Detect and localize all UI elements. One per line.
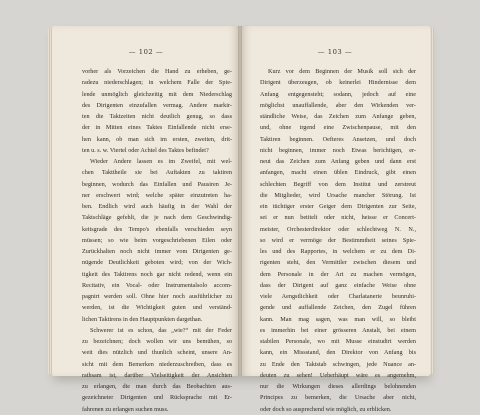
- text-line: Principes zu bemerken, die Ursache aber nicht,: [260, 394, 416, 402]
- text-line: der in Mitten eines Taktes Einfallende nicht erse-: [82, 124, 232, 132]
- text-line: sicht mit dem Bemerken niederzuschreiben, dass es: [82, 360, 232, 368]
- text-line: die Mitglieder, wird Ursache mancher Störung. Ist: [260, 191, 416, 199]
- right-page-number: — 103 —: [317, 48, 353, 56]
- text-line: keitsgrade des Tempo's ebenfalls verschieden seyn: [82, 225, 232, 233]
- text-line: schlechten Begriff von dem Institut und zerstreut: [260, 180, 416, 188]
- text-line: kann, ein Missstand, den Direktor von Anfang bis: [260, 349, 416, 357]
- text-line: sei er nun betitelt oder nicht, heisse er Concert-: [260, 214, 416, 222]
- text-line: fahrenen zu erlangen suchen muss.: [82, 405, 169, 413]
- text-line: Taktiren beginnen. Oefteres Ansetzen, und doch: [260, 135, 416, 143]
- text-line: dass der Dirigent auf ganz einfache Weise ohne: [260, 281, 416, 289]
- text-line: gezeichneter Dirigenten und Rücksprache mit Er-: [82, 394, 232, 402]
- text-line: ben. Endlich wird auch häufig in der Wahl der: [82, 203, 232, 210]
- text-line: ein tüchtiger erster Geiger dem Dirigenten zur Seite,: [260, 203, 416, 210]
- right-page-text: [260, 66, 416, 415]
- text-line: deuten zu sehen! Ueberhäupt wäre es angemehm,: [260, 371, 416, 379]
- text-line: Wieder Andere lassen es im Zweifel, mit wel-: [90, 158, 232, 165]
- text-line: chen Takttheile sie bei Auftakten zu taktiren: [82, 169, 232, 177]
- text-line: lichen Taktirens in den Hauptpunkten dargethan.: [82, 315, 203, 323]
- book-gutter: [238, 26, 242, 376]
- text-line: so wird er vermöge der Bestimmtheit seines Spie-: [260, 236, 416, 244]
- text-line: ner erschwert wird; welche später einzutreten ha-: [82, 191, 232, 199]
- text-line: Zurückhalten noch nicht immer vom Dirigenten ge-: [82, 248, 232, 255]
- text-line: werden, ist die Wichtigkeit guten und verständ-: [82, 304, 232, 312]
- text-line: oder doch so ausprechend wie möglich, zu erblicken.: [260, 405, 392, 413]
- left-page-number: — 102 —: [128, 48, 164, 56]
- text-line: nur die Wirkungen dieses allerdings belohnenden: [260, 383, 416, 390]
- text-line: lende unmöglich gleichzeitig mit dem Niederschlag: [82, 90, 232, 98]
- text-line: nicht beginnen, immer noch Etwas berichtigen, er-: [260, 146, 416, 154]
- text-line: zu Ende den Taktstab schwingen, jede Nuance an-: [260, 360, 416, 368]
- text-line: les und des Rapportes, in welchem er zu dem Di-: [260, 248, 416, 255]
- right-page: [240, 26, 430, 413]
- text-line: meister, Orchesterdirektor oder schlechtweg N. N.,: [260, 225, 416, 233]
- text-line: müssen; so wie beim vorgeschriebenen Eilen oder: [82, 236, 232, 244]
- text-line: rigenten steht, den Vermittler zwischen diesem und: [260, 259, 416, 267]
- text-line: gende und auffallende Zeichen, den Zugel führen: [260, 304, 416, 312]
- text-line: ten u. s. w. Viertel oder Achtel des Taktes befindet?: [82, 146, 209, 154]
- text-line: zu bezeichnen; doch wollen wir uns bemühen, so: [82, 338, 232, 345]
- text-line: und, ohne irgend eine Zwischenpause, mit den: [260, 124, 416, 132]
- text-line: des Dirigenten einzufallen vermag. Andere markir-: [82, 101, 232, 109]
- text-line: beginnen, wodurch das Einfallen und Pausiren Je-: [82, 180, 232, 188]
- left-page: [52, 26, 240, 413]
- text-line: radezu niederschlagen; in welchem Falle der Spie-: [82, 79, 232, 87]
- text-line: Schwerer ist es schon, das „wie?“ mit der Feder: [90, 326, 232, 334]
- text-line: tigkeit des Taktirens noch gar nicht redend, wenn ein: [82, 270, 232, 278]
- text-line: Recitativ, ein Vocal- oder Instrumentalsolo accom-: [82, 281, 232, 289]
- text-line: rathsam ist, darüber Vielseitigkeit der Ansichten: [82, 371, 232, 379]
- text-line: hen kann, ob man sich im ersten, zweiten, drit-: [82, 135, 232, 143]
- text-line: ständliche Weise, das Zeichen zum Anfange geben,: [260, 113, 416, 120]
- left-page-text: [82, 66, 232, 415]
- text-line: weit dies nützlich und thunlich scheint, unsere An-: [82, 349, 232, 357]
- text-line: Taktschläge gefehlt, die je nach dem Geschwindig-: [82, 214, 232, 222]
- text-line: neut das Zeichen zum Anfang geben und dann erst: [260, 158, 416, 165]
- text-line: vorher als Vorzeichen die Hand zu erheben, ge-: [82, 68, 232, 75]
- text-line: pagnirt werden soll. Ohne hier noch ausführlicher zu: [82, 293, 232, 300]
- text-line: Dirigent überzeugen, ob keinerlei Hindernisse dem: [260, 79, 416, 87]
- text-line: kann. Man mag sagen, was man will, so bleibt: [260, 315, 416, 323]
- text-line: Kurz vor dem Beginnen der Musik soll sich der: [268, 68, 416, 75]
- text-line: zu erlangen, die man durch das Beobachten aus-: [82, 383, 232, 390]
- text-line: nügende Deutlichkeit geboten wird; von der Wich-: [82, 259, 232, 267]
- text-line: Anfang entgegensteht; sodann, jedoch auf eine: [260, 90, 416, 98]
- text-line: möglichst unauffallende, aber den Wirkenden ver-: [260, 101, 416, 109]
- text-line: ten die Taktzeiten nicht deutlich genug, so dass: [82, 113, 232, 120]
- right-page-edges: [430, 28, 434, 374]
- text-line: stabilen Personale, wo mit Musse einstudirt werden: [260, 338, 416, 345]
- text-line: viele Aengstlichkeit oder Charlatanerie beunruhi-: [260, 293, 416, 300]
- text-line: dem Personale in der Art zu machen vermögen,: [260, 270, 416, 278]
- text-line: es immerhin bei einer grösseren Anstalt, bei einem: [260, 326, 416, 334]
- text-line: anfangen, macht einen üblen Eindruck, gibt einen: [260, 169, 416, 177]
